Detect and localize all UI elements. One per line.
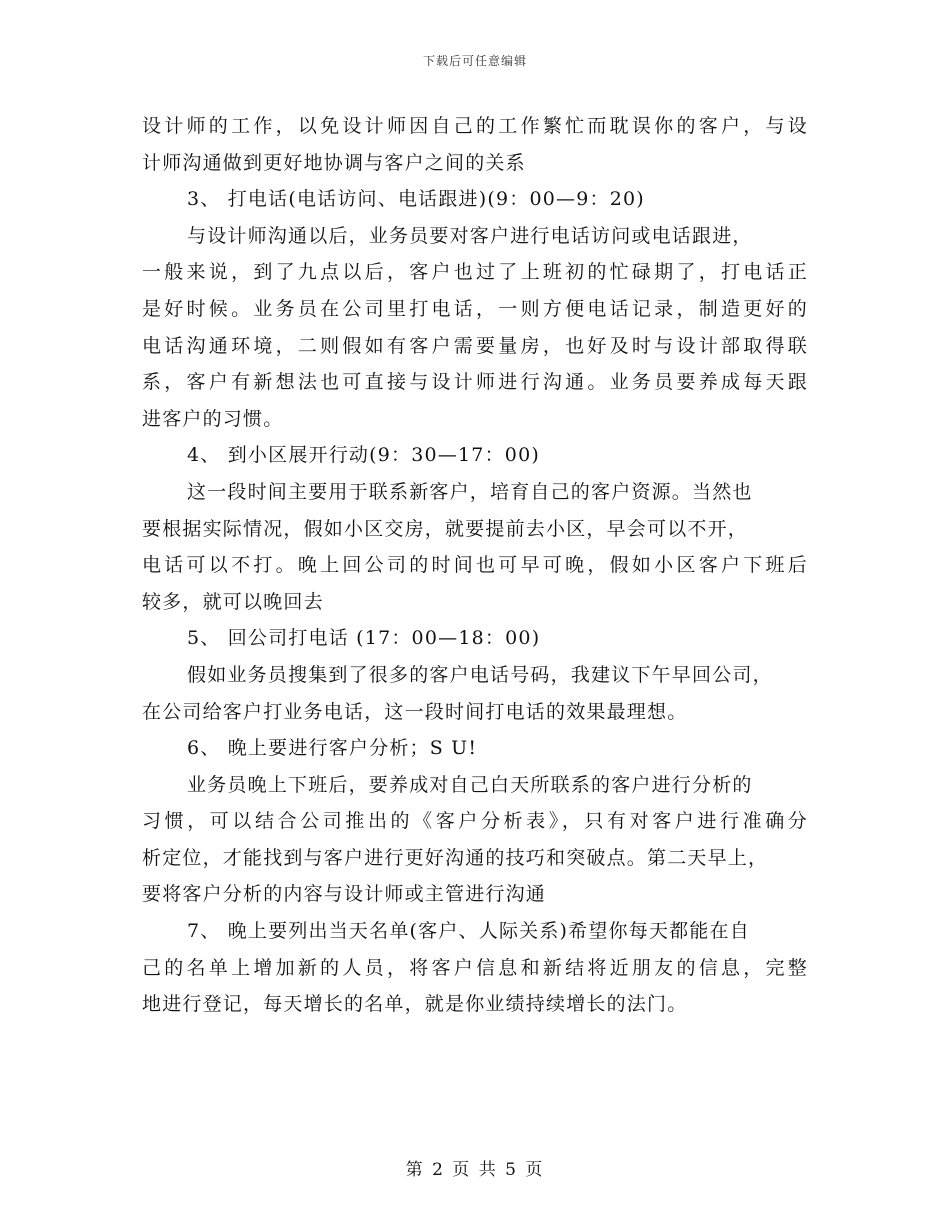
text-line: 设计师的工作，以免设计师因自己的工作繁忙而耽误你的客户，与设 [142, 115, 808, 137]
text-line: 一般来说，到了九点以后，客户也过了上班初的忙碌期了，打电话正 [142, 261, 808, 284]
text-line: 要将客户分析的内容与设计师或主管进行沟通 [142, 883, 547, 906]
text-line: 习惯，可以结合公司推出的《客户分析表》，只有对客户进行准确分 [142, 810, 808, 833]
page-header-note: 下载后可任意编辑 [422, 54, 527, 68]
document-body [142, 108, 808, 1023]
text-line: 业务员晚上下班后，要养成对自己白天所联系的客户进行分析的 [187, 773, 753, 796]
text-line: 较多，就可以晚回去 [142, 590, 324, 613]
text-line: 地进行登记，每天增长的名单，就是你业绩持续增长的法门。 [142, 993, 688, 1016]
text-line: 是好时候。业务员在公司里打电话，一则方便电话记录，制造更好的 [142, 297, 808, 320]
page-number: 第 2 页 共 5 页 [405, 1160, 545, 1180]
text-line: 计师沟通做到更好地协调与客户之间的关系 [142, 151, 526, 174]
section-heading-5: 5、 回公司打电话 (17：00—18：00) [187, 627, 541, 650]
text-line: 进客户的习惯。 [142, 407, 284, 430]
section-heading-4: 4、 到小区展开行动(9：30—17：00) [187, 444, 540, 467]
text-line: 己的名单上增加新的人员，将客户信息和新结将近朋友的信息，完整 [142, 956, 808, 979]
section-heading-7: 7、 晚上要列出当天名单(客户、人际关系)希望你每天都能在自 [187, 920, 750, 943]
text-line: 在公司给客户打业务电话，这一段时间打电话的效果最理想。 [142, 700, 688, 723]
text-line: 系，客户有新想法也可直接与设计师进行沟通。业务员要养成每天跟 [142, 371, 808, 394]
text-line: 电话沟通环境，二则假如有客户需要量房，也好及时与设计部取得联 [142, 334, 808, 357]
text-line: 要根据实际情况，假如小区交房，就要提前去小区，早会可以不开， [142, 517, 749, 540]
section-heading-3: 3、 打电话(电话访问、电话跟进)(9：00—9：20) [187, 188, 645, 211]
text-line: 假如业务员搜集到了很多的客户电话号码，我建议下午早回公司， [187, 663, 773, 686]
section-heading-6: 6、 晚上要进行客户分析；S U! [187, 737, 478, 760]
text-line: 析定位，才能找到与客户进行更好沟通的技巧和突破点。第二天早上， [142, 846, 769, 869]
text-line: 这一段时间主要用于联系新客户，培育自己的客户资源。当然也 [187, 480, 753, 503]
text-line: 与设计师沟通以后，业务员要对客户进行电话访问或电话跟进， [187, 224, 753, 247]
text-line: 电话可以不打。晚上回公司的时间也可早可晚，假如小区客户下班后 [142, 554, 808, 577]
